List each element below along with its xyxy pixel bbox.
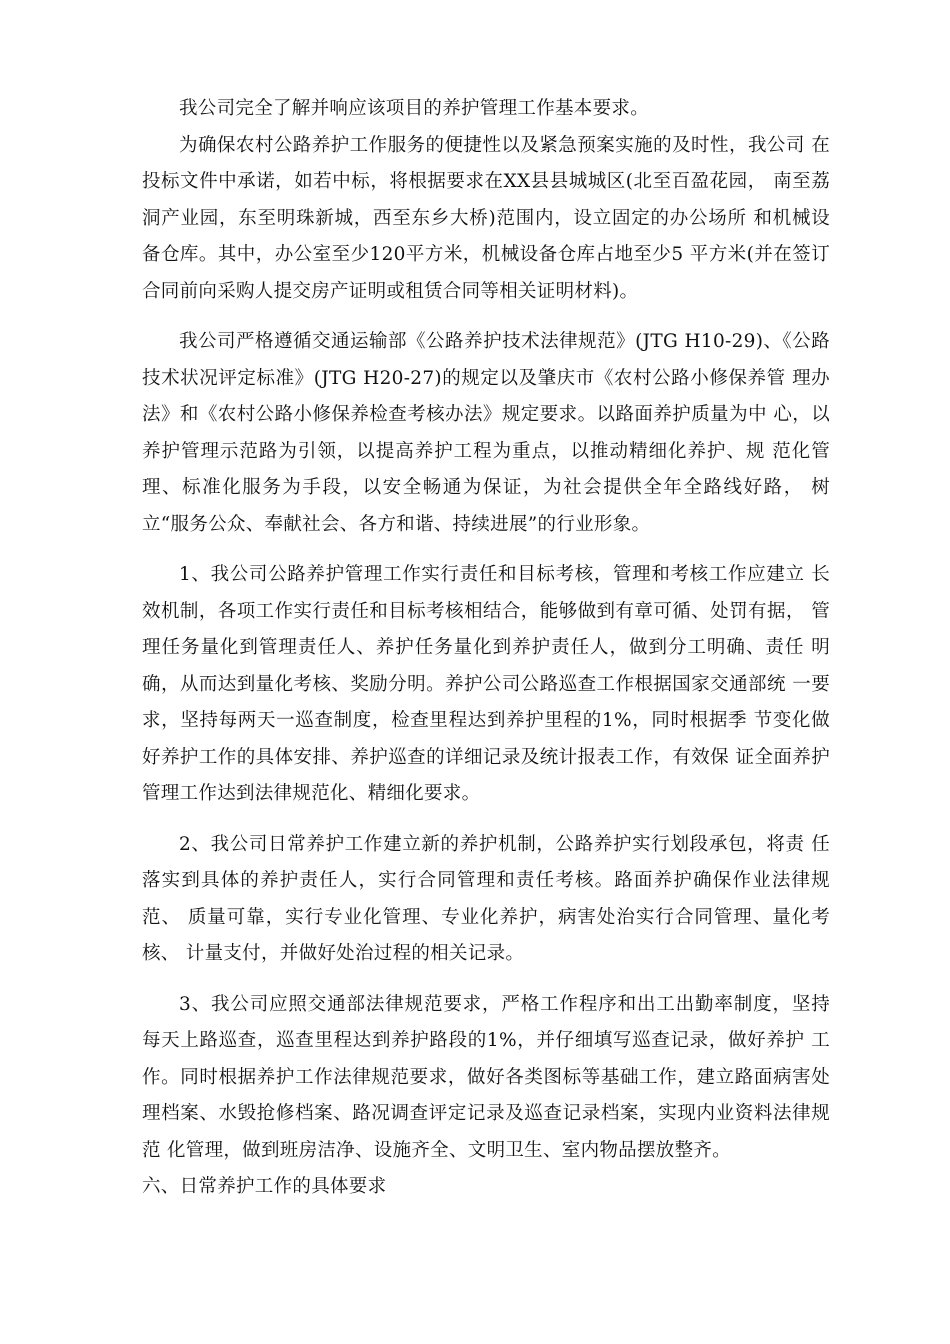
paragraph-standards: 我公司严格遵循交通运输部《公路养护技术法律规范》(JTG H10-29)、《公路技术状况评定标准》(JTG H20-27)的规定以及肇庆市《农村公路小修保养管 理办法》和《农村公路小修保养检查考核办法》规定要求。以路面养护质量为中 心，以养护管理示范路为引领，以提高养护工程为重点，以推动精细化养护、规 范化管理、标准化服务为手段，以安全畅通为保证，为社会提供全年全路线好路， 树立“服务公众、奉献社会、各方和谐、持续进展”的行业形象。: [142, 331, 830, 535]
document-page: [142, 91, 830, 1206]
section-heading: 六、日常养护工作的具体要求: [142, 1176, 387, 1197]
paragraph-item-1: 1、我公司公路养护管理工作实行责任和目标考核，管理和考核工作应建立 长效机制，各项工作实行责任和目标考核相结合，能够做到有章可循、处罚有据， 管理任务量化到管理责任人、养护任务量化到养护责任人，做到分工明确、责任 明确，从而达到量化考核、奖励分明。养护公司公路巡查工作根据国家交通部统 一要求，坚持每两天一巡查制度，检查里程达到养护里程的1%，同时根据季 节变化做好养护工作的具体安排、养护巡查的详细记录及统计报表工作，有效保 证全面养护管理工作达到法律规范化、精细化要求。: [142, 564, 830, 804]
paragraph-item-3: 3、我公司应照交通部法律规范要求，严格工作程序和出工出勤率制度，坚持每天上路巡查，巡查里程达到养护路段的1%，并仔细填写巡查记录，做好养护 工作。同时根据养护工作法律规范要求，做好各类图标等基础工作，建立路面病害处 理档案、水毁抢修档案、路况调查评定记录及巡查记录档案，实现内业资料法律规范 化管理，做到班房洁净、设施齐全、文明卫生、室内物品摆放整齐。: [142, 993, 830, 1161]
paragraph-item-2: 2、我公司日常养护工作建立新的养护机制，公路养护实行划段承包，将责 任落实到具体的养护责任人，实行合同管理和责任考核。路面养护确保作业法律规范、 质量可靠，实行专业化管理、专业化养护，病害处治实行合同管理、量化考核、 计量支付，并做好处治过程的相关记录。: [142, 833, 830, 964]
paragraph-intro: 我公司完全了解并响应该项目的养护管理工作基本要求。: [179, 98, 650, 119]
paragraph-office-commitment: 为确保农村公路养护工作服务的便捷性以及紧急预案实施的及时性，我公司 在投标文件中承诺，如若中标，将根据要求在XX县县城城区(北至百盈花园， 南至荔洞产业园，东至明珠新城，西至东乡大桥)范围内，设立固定的办公场所 和机械设备仓库。其中，办公室至少120平方米，机械设备仓库占地至少5 平方米(并在签订合同前向采购人提交房产证明或租赁合同等相关证明材料)。: [142, 134, 830, 302]
